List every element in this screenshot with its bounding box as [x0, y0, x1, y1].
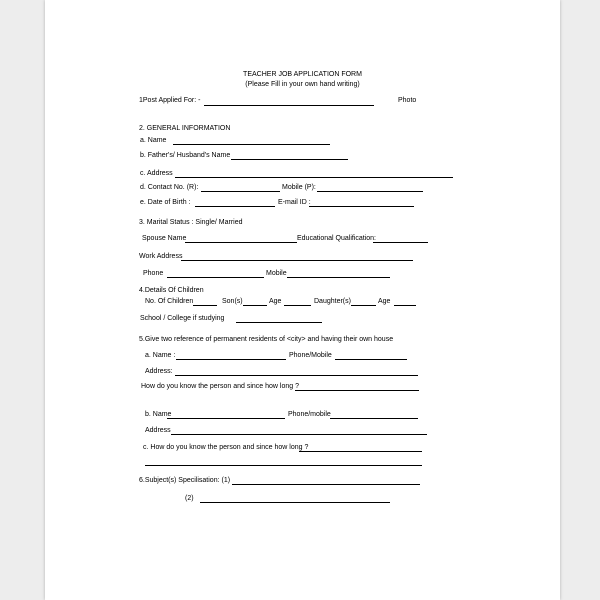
daughters-line[interactable]: [351, 305, 376, 306]
ref1-name-line[interactable]: [176, 359, 286, 360]
dob-label: e. Date of Birth :: [140, 199, 191, 206]
address-line[interactable]: [175, 177, 453, 178]
photo-label: Photo: [398, 97, 417, 104]
ref2-name-label: b. Name: [145, 411, 172, 418]
ref2-phone-label: Phone/mobile: [288, 411, 331, 418]
contact-label: d. Contact No. (R):: [140, 184, 199, 191]
ref2-know-line[interactable]: [299, 451, 422, 452]
mobile-label: Mobile: [266, 270, 287, 277]
children-heading: 4.Details Of Children: [139, 287, 204, 294]
ref1-phone-line[interactable]: [335, 359, 407, 360]
name-label: a. Name: [140, 137, 167, 144]
phone-line[interactable]: [167, 277, 264, 278]
subject2-line[interactable]: [200, 502, 390, 503]
work-address-line[interactable]: [181, 260, 413, 261]
ref1-address-label: Address:: [145, 368, 173, 375]
work-address-label: Work Address: [139, 253, 183, 260]
mobile-p-line[interactable]: [317, 191, 423, 192]
edu-qual-label: Educational Qualification:: [297, 235, 376, 242]
father-husband-line[interactable]: [231, 159, 348, 160]
ref2-address-label: Address: [145, 427, 171, 434]
subjects-label: 6.Subject(s) Specilisation: (1): [139, 477, 231, 484]
school-line[interactable]: [236, 322, 322, 323]
form-subtitle: (Please Fill in your own hand writing): [245, 81, 360, 88]
spouse-name-line[interactable]: [185, 242, 297, 243]
ref2-address-line[interactable]: [171, 434, 427, 435]
age2-label: Age: [378, 298, 391, 305]
ref2-name-line[interactable]: [167, 418, 285, 419]
email-line[interactable]: [309, 206, 414, 207]
mobile-p-label: Mobile (P):: [282, 184, 316, 191]
ref2-phone-line[interactable]: [330, 418, 418, 419]
ref1-address-line[interactable]: [175, 375, 418, 376]
ref1-know-line[interactable]: [295, 390, 419, 391]
school-label: School / College if studying: [140, 315, 225, 322]
no-children-label: No. Of Children: [145, 298, 194, 305]
edu-qual-line[interactable]: [373, 242, 428, 243]
general-info-heading: 2. GENERAL INFORMATION: [139, 125, 231, 132]
dob-line[interactable]: [195, 206, 275, 207]
name-line[interactable]: [173, 144, 330, 145]
ref2-know-line-2[interactable]: [145, 465, 422, 466]
father-husband-label: b. Father's/ Husband's Name: [140, 152, 231, 159]
ref1-phone-label: Phone/Mobile: [289, 352, 332, 359]
sons-line[interactable]: [243, 305, 267, 306]
age1-label: Age: [269, 298, 282, 305]
form-title: TEACHER JOB APPLICATION FORM: [243, 71, 362, 78]
ref2-know-label: c. How do you know the person and since how long ?: [143, 444, 309, 451]
form-page: [45, 0, 560, 600]
sons-label: Son(s): [222, 298, 243, 305]
no-children-line[interactable]: [193, 305, 217, 306]
email-label: E-mail ID :: [278, 199, 311, 206]
subject1-line[interactable]: [232, 484, 420, 485]
post-applied-line[interactable]: [204, 105, 374, 106]
age2-line[interactable]: [394, 305, 416, 306]
references-heading: 5.Give two reference of permanent residents of <city> and having their own house: [139, 336, 394, 343]
phone-label: Phone: [143, 270, 164, 277]
spouse-name-label: Spouse Name: [142, 235, 187, 242]
marital-status-label: 3. Marital Status : Single/ Married: [139, 219, 243, 226]
daughters-label: Daughter(s): [314, 298, 351, 305]
mobile-line[interactable]: [287, 277, 390, 278]
ref1-know-label: How do you know the person and since how long ?: [141, 383, 299, 390]
post-applied-label: 1Post Applied For: -: [139, 97, 201, 104]
contact-line[interactable]: [201, 191, 280, 192]
ref1-name-label: a. Name :: [145, 352, 176, 359]
subject2-label: (2): [185, 495, 194, 502]
age1-line[interactable]: [284, 305, 311, 306]
address-label: c. Address: [140, 170, 173, 177]
